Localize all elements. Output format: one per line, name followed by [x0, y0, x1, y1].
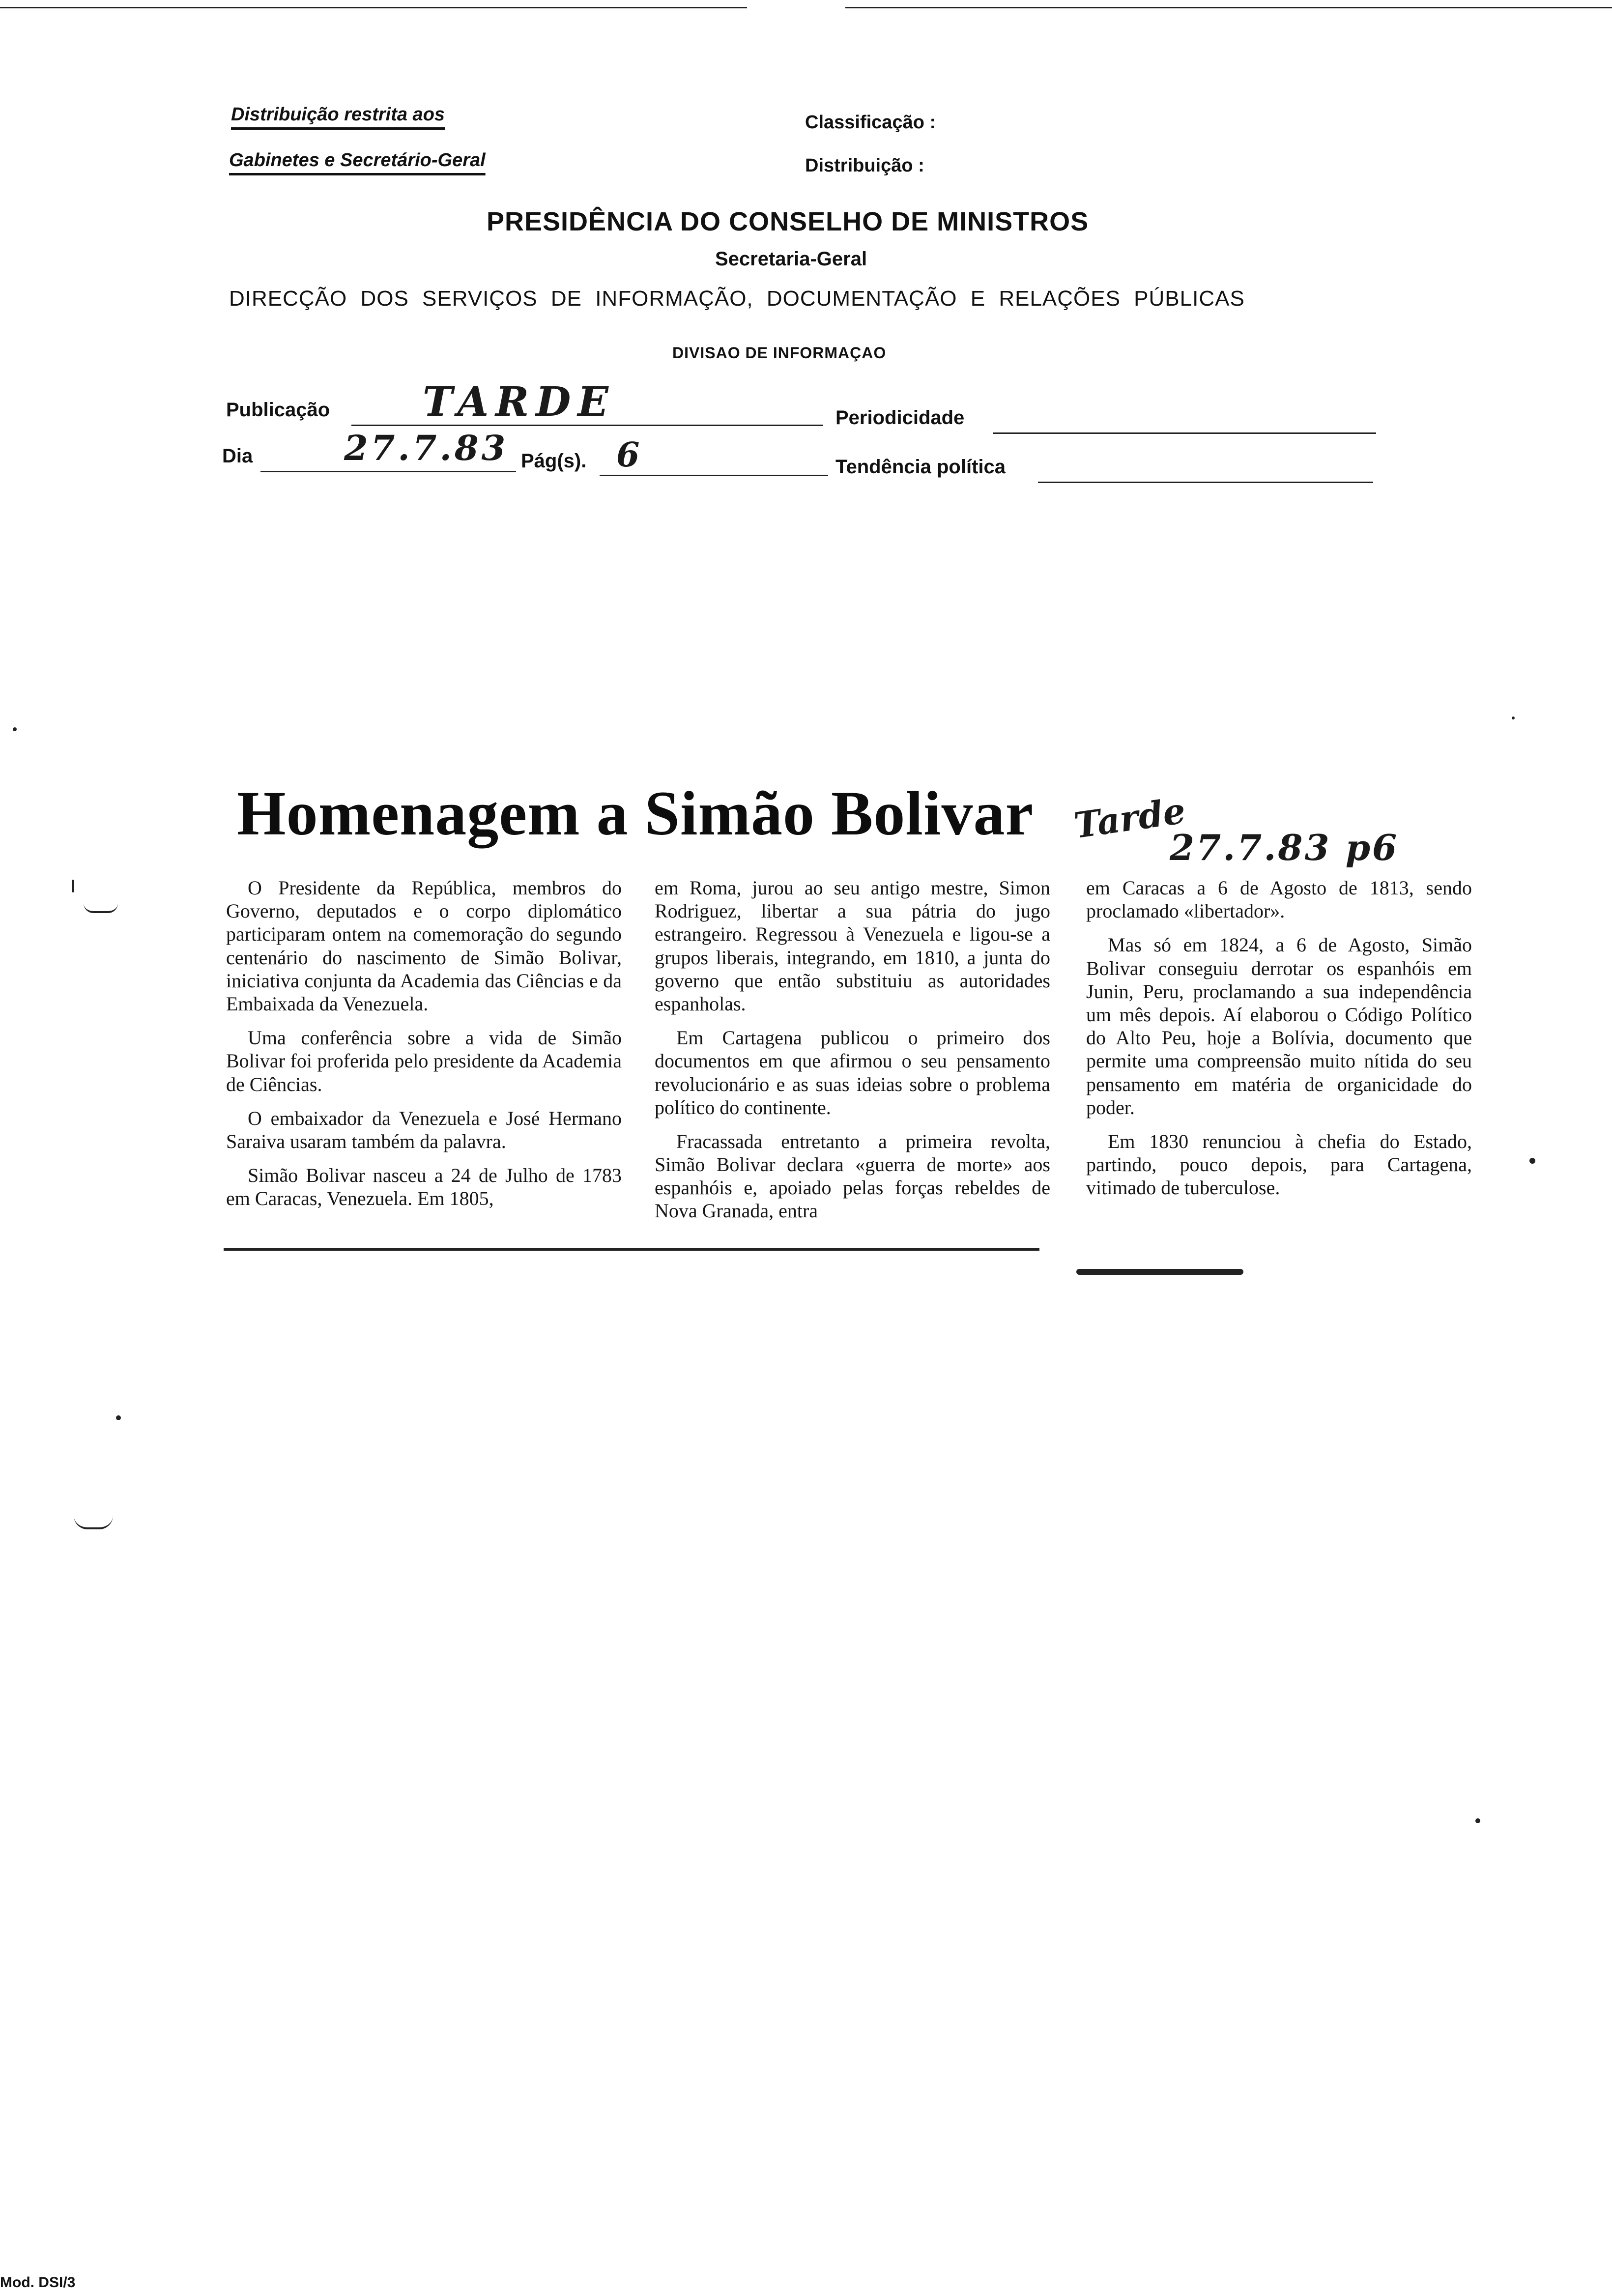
tendencia-label: Tendência política [835, 456, 1006, 478]
office-title: PRESIDÊNCIA DO CONSELHO DE MINISTROS [487, 207, 1089, 236]
office-subtitle: Secretaria-Geral [715, 248, 867, 270]
top-border-line-right [845, 7, 1612, 8]
scan-speck [13, 727, 17, 731]
pags-label: Pág(s). [521, 450, 587, 472]
classification-label: Classificação : [805, 112, 936, 133]
article-headline: Homenagem a Simão Bolivar [237, 778, 1034, 848]
article-paragraph: Em 1830 renunciou à chefia do Estado, partindo, pouco depois, para Cartagena, vitimado de tuberculose. [1086, 1130, 1472, 1199]
article-bottom-rule [224, 1248, 1039, 1251]
article-paragraph: Uma conferência sobre a vida de Simão Bolivar foi proferida pelo presidente da Academia de Ciências. [226, 1027, 622, 1095]
margin-mark [74, 1516, 113, 1529]
top-border-line-left [0, 7, 747, 8]
article-paragraph: em Caracas a 6 de Agosto de 1813, sendo proclamado «libertador». [1086, 877, 1472, 922]
article-paragraph: Mas só em 1824, a 6 de Agosto, Simão Bolivar conseguiu derrotar os espanhóis em Junin, Peru, proclamando a sua independência um mês depois. Aí elaborou o Código Político do Alto Peu, hoje a Bolívia, documento que permite uma compreensão muito nítida do seu pensamento em matéria de organicidade do poder. [1086, 934, 1472, 1119]
distribution-line-1: Distribuição restrita aos [231, 104, 445, 125]
article-paragraph: Em Cartagena publicou o primeiro dos documentos em que afirmou o seu pensamento revolucionário e as suas ideias sobre o problema político do continente. [655, 1027, 1050, 1119]
dia-handwritten-value: 27.7.83 [344, 428, 509, 468]
article-paragraph: Fracassada entretanto a primeira revolta, Simão Bolivar declara «guerra de morte» aos espanhóis e, apoiado pelas forças rebeldes de Nova Granada, entra [655, 1130, 1050, 1222]
article-column-1 [226, 876, 622, 1221]
pags-handwritten-value: 6 [616, 435, 640, 475]
dia-line [260, 471, 516, 472]
handwritten-note-line-1: Tarde [1071, 789, 1188, 847]
article-column-3 [1086, 876, 1472, 1210]
article-end-rule [1076, 1269, 1243, 1275]
article-paragraph: O Presidente da República, membros do Governo, deputados e o corpo diplomático participaram ontem na comemoração do segundo centenário do nascimento de Simão Bolivar, iniciativa conjunta da Academia das Ciências e da Embaixada da Venezuela. [226, 877, 622, 1015]
pags-line [600, 475, 828, 476]
scan-speck [1512, 717, 1515, 719]
margin-mark [84, 903, 118, 913]
article-paragraph: O embaixador da Venezuela e José Hermano Saraiva usaram também da palavra. [226, 1107, 622, 1152]
directorate-line: DIRECÇÃO DOS SERVIÇOS DE INFORMAÇÃO, DOCUMENTAÇÃO E RELAÇÕES PÚBLICAS [229, 287, 1245, 311]
scan-speck [1529, 1158, 1535, 1164]
form-code: Mod. DSI/3 [0, 2274, 76, 2291]
dia-label: Dia [222, 445, 253, 467]
periodicidade-line [993, 432, 1376, 434]
periodicidade-label: Periodicidade [835, 407, 965, 429]
article-column-2 [655, 876, 1050, 1234]
article-paragraph: em Roma, jurou ao seu antigo mestre, Simon Rodriguez, libertar a sua pátria do jugo estrangeiro. Regressou à Venezuela e ligou-se a grupos liberais, integrando, em 1810, a junta do governo que então substituiu as autoridades espanholas. [655, 877, 1050, 1015]
division-line: DIVISAO DE INFORMAÇAO [672, 344, 887, 362]
distribution-label: Distribuição : [805, 155, 924, 176]
scan-speck [116, 1415, 121, 1420]
publicacao-handwritten-value: TARDE [423, 378, 615, 426]
article-paragraph: Simão Bolivar nasceu a 24 de Julho de 1783 em Caracas, Venezuela. Em 1805, [226, 1164, 622, 1210]
handwritten-note-line-2: 27.7.83 p6 [1170, 827, 1399, 868]
scan-speck [1475, 1818, 1480, 1823]
distribution-line-2: Gabinetes e Secretário-Geral [229, 150, 486, 171]
tendencia-line [1038, 482, 1373, 483]
publicacao-label: Publicação [226, 399, 330, 421]
scan-speck [72, 880, 74, 892]
